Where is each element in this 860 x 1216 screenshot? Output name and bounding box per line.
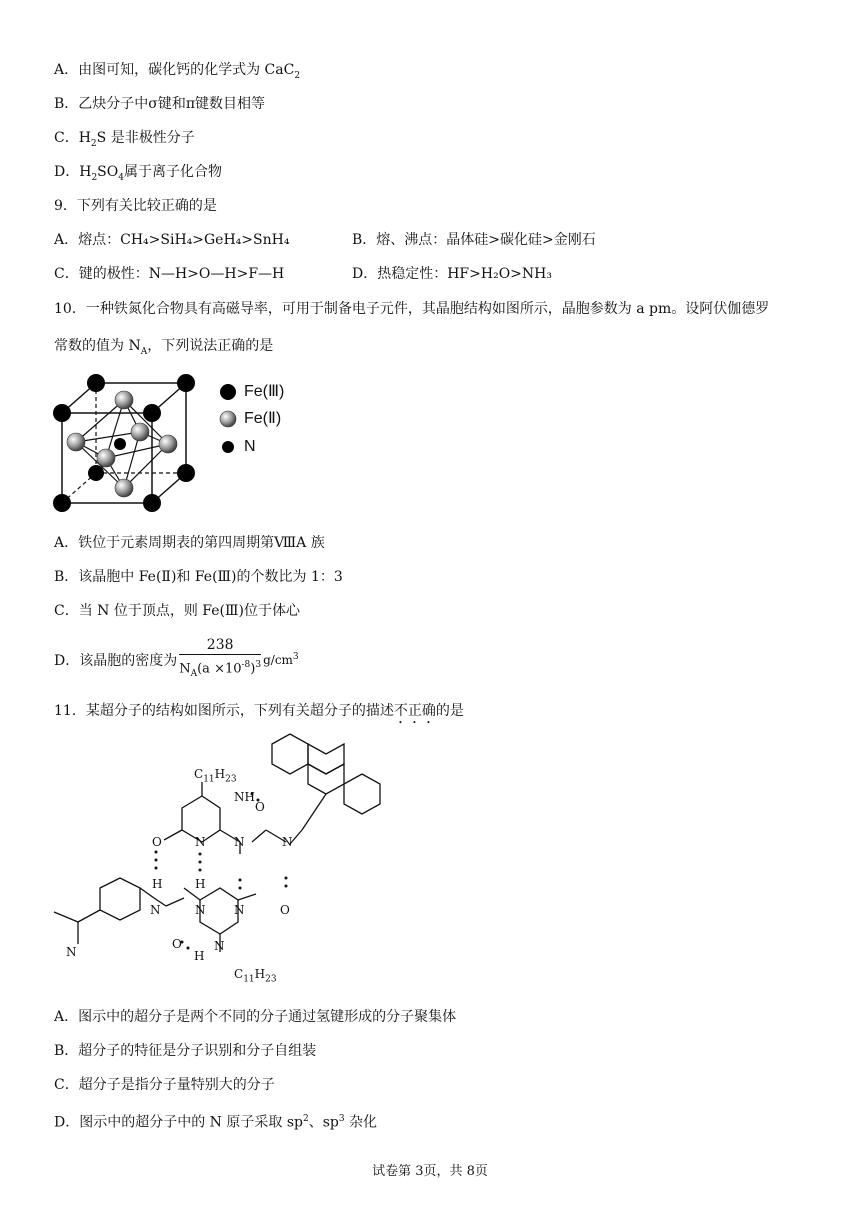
q11-option-a: A．图示中的超分子是两个不同的分子通过氢键形成的分子聚集体 (54, 1009, 457, 1025)
q10-stem-line2: 常数的值为 $N_A$，下列说法正确的是 (54, 338, 274, 357)
legend-fe3: Fe(Ⅲ) (244, 383, 285, 400)
q10-option-d: D．该晶胞的密度为 $\frac{238}{N_A(a \times 10^{-8})^3}$ $g/cm^3$ (54, 636, 299, 684)
q10-option-a: A．铁位于元素周期表的第四周期第ⅧA 族 (54, 535, 325, 551)
label-h-left: H (152, 877, 163, 891)
label-nme2: N (66, 945, 77, 959)
label-n-mid: N (234, 835, 245, 849)
q8-option-a: A．由图可知，碳化钙的化学式为 CaC$_2$ (54, 62, 301, 81)
q11-option-b: B．超分子的特征是分子识别和分子自组装 (54, 1043, 317, 1059)
q10-stem-line1: 10．一种铁氮化合物具有高磁导率，可用于制备电子元件，其晶胞结构如图所示，晶胞参数为 a pm。设阿伏伽德罗 (54, 301, 770, 317)
label-o-left: O (152, 835, 162, 849)
q10-option-b: B．该晶胞中 Fe(Ⅱ)和 Fe(Ⅲ)的个数比为 1：3 (54, 569, 343, 585)
label-h-mid: H (195, 877, 206, 891)
label-o-top: O (255, 800, 265, 814)
label-n-ring: N (195, 835, 206, 849)
q11-stem: 11．某超分子的结构如图所示，下列有关超分子的描述不正确的是 (54, 703, 464, 719)
label-c11h23-bottom: $C_{11}H_{23}$ (234, 967, 277, 985)
q9-stem: 9．下列有关比较正确的是 (54, 198, 217, 214)
label-o-right: O (280, 903, 290, 917)
label-n-lower: N (214, 939, 225, 953)
density-fraction: $\frac{238}{N_A(a \times 10^{-8})^3}$ (179, 637, 262, 679)
q9-option-b: B．熔、沸点：晶体硅>碳化硅>金刚石 (352, 232, 596, 248)
label-n-ring2: N (234, 903, 245, 917)
q8-option-d: D．$H_2SO_4$属于离子化合物 (54, 164, 222, 183)
label-n-amide: N (150, 903, 161, 917)
legend-fe2: Fe(Ⅱ) (244, 410, 282, 427)
label-n-amide2: N (195, 903, 206, 917)
q9-option-d: D．热稳定性：HF>H₂O>NH₃ (352, 266, 552, 282)
label-c11h23-top: $C_{11}H_{23}$ (194, 767, 237, 785)
q10-option-c: C．当 N 位于顶点，则 Fe(Ⅲ)位于体心 (54, 603, 300, 619)
q8-option-b: B．乙炔分子中σ键和π键数目相等 (54, 96, 266, 112)
label-nh-top: NH (234, 790, 255, 804)
label-h-lower: H (194, 949, 205, 963)
label-o-lower: O (172, 937, 182, 951)
q11-option-d: D．图示中的超分子中的 N 原子采取 $sp^2$、$sp^3$ 杂化 (54, 1114, 378, 1131)
page-footer: 试卷第 3页，共 8页 (372, 1164, 488, 1179)
q9-option-a: A．熔点：CH₄>SiH₄>GeH₄>SnH₄ (54, 232, 290, 248)
q9-option-c: C．键的极性：N—H>O—H>F—H (54, 266, 285, 282)
legend-n: N (244, 438, 256, 455)
q8-option-c: C．$H_2S$ 是非极性分子 (54, 130, 195, 149)
q11-option-c: C．超分子是指分子量特别大的分子 (54, 1077, 275, 1093)
label-n-right: N (282, 835, 293, 849)
